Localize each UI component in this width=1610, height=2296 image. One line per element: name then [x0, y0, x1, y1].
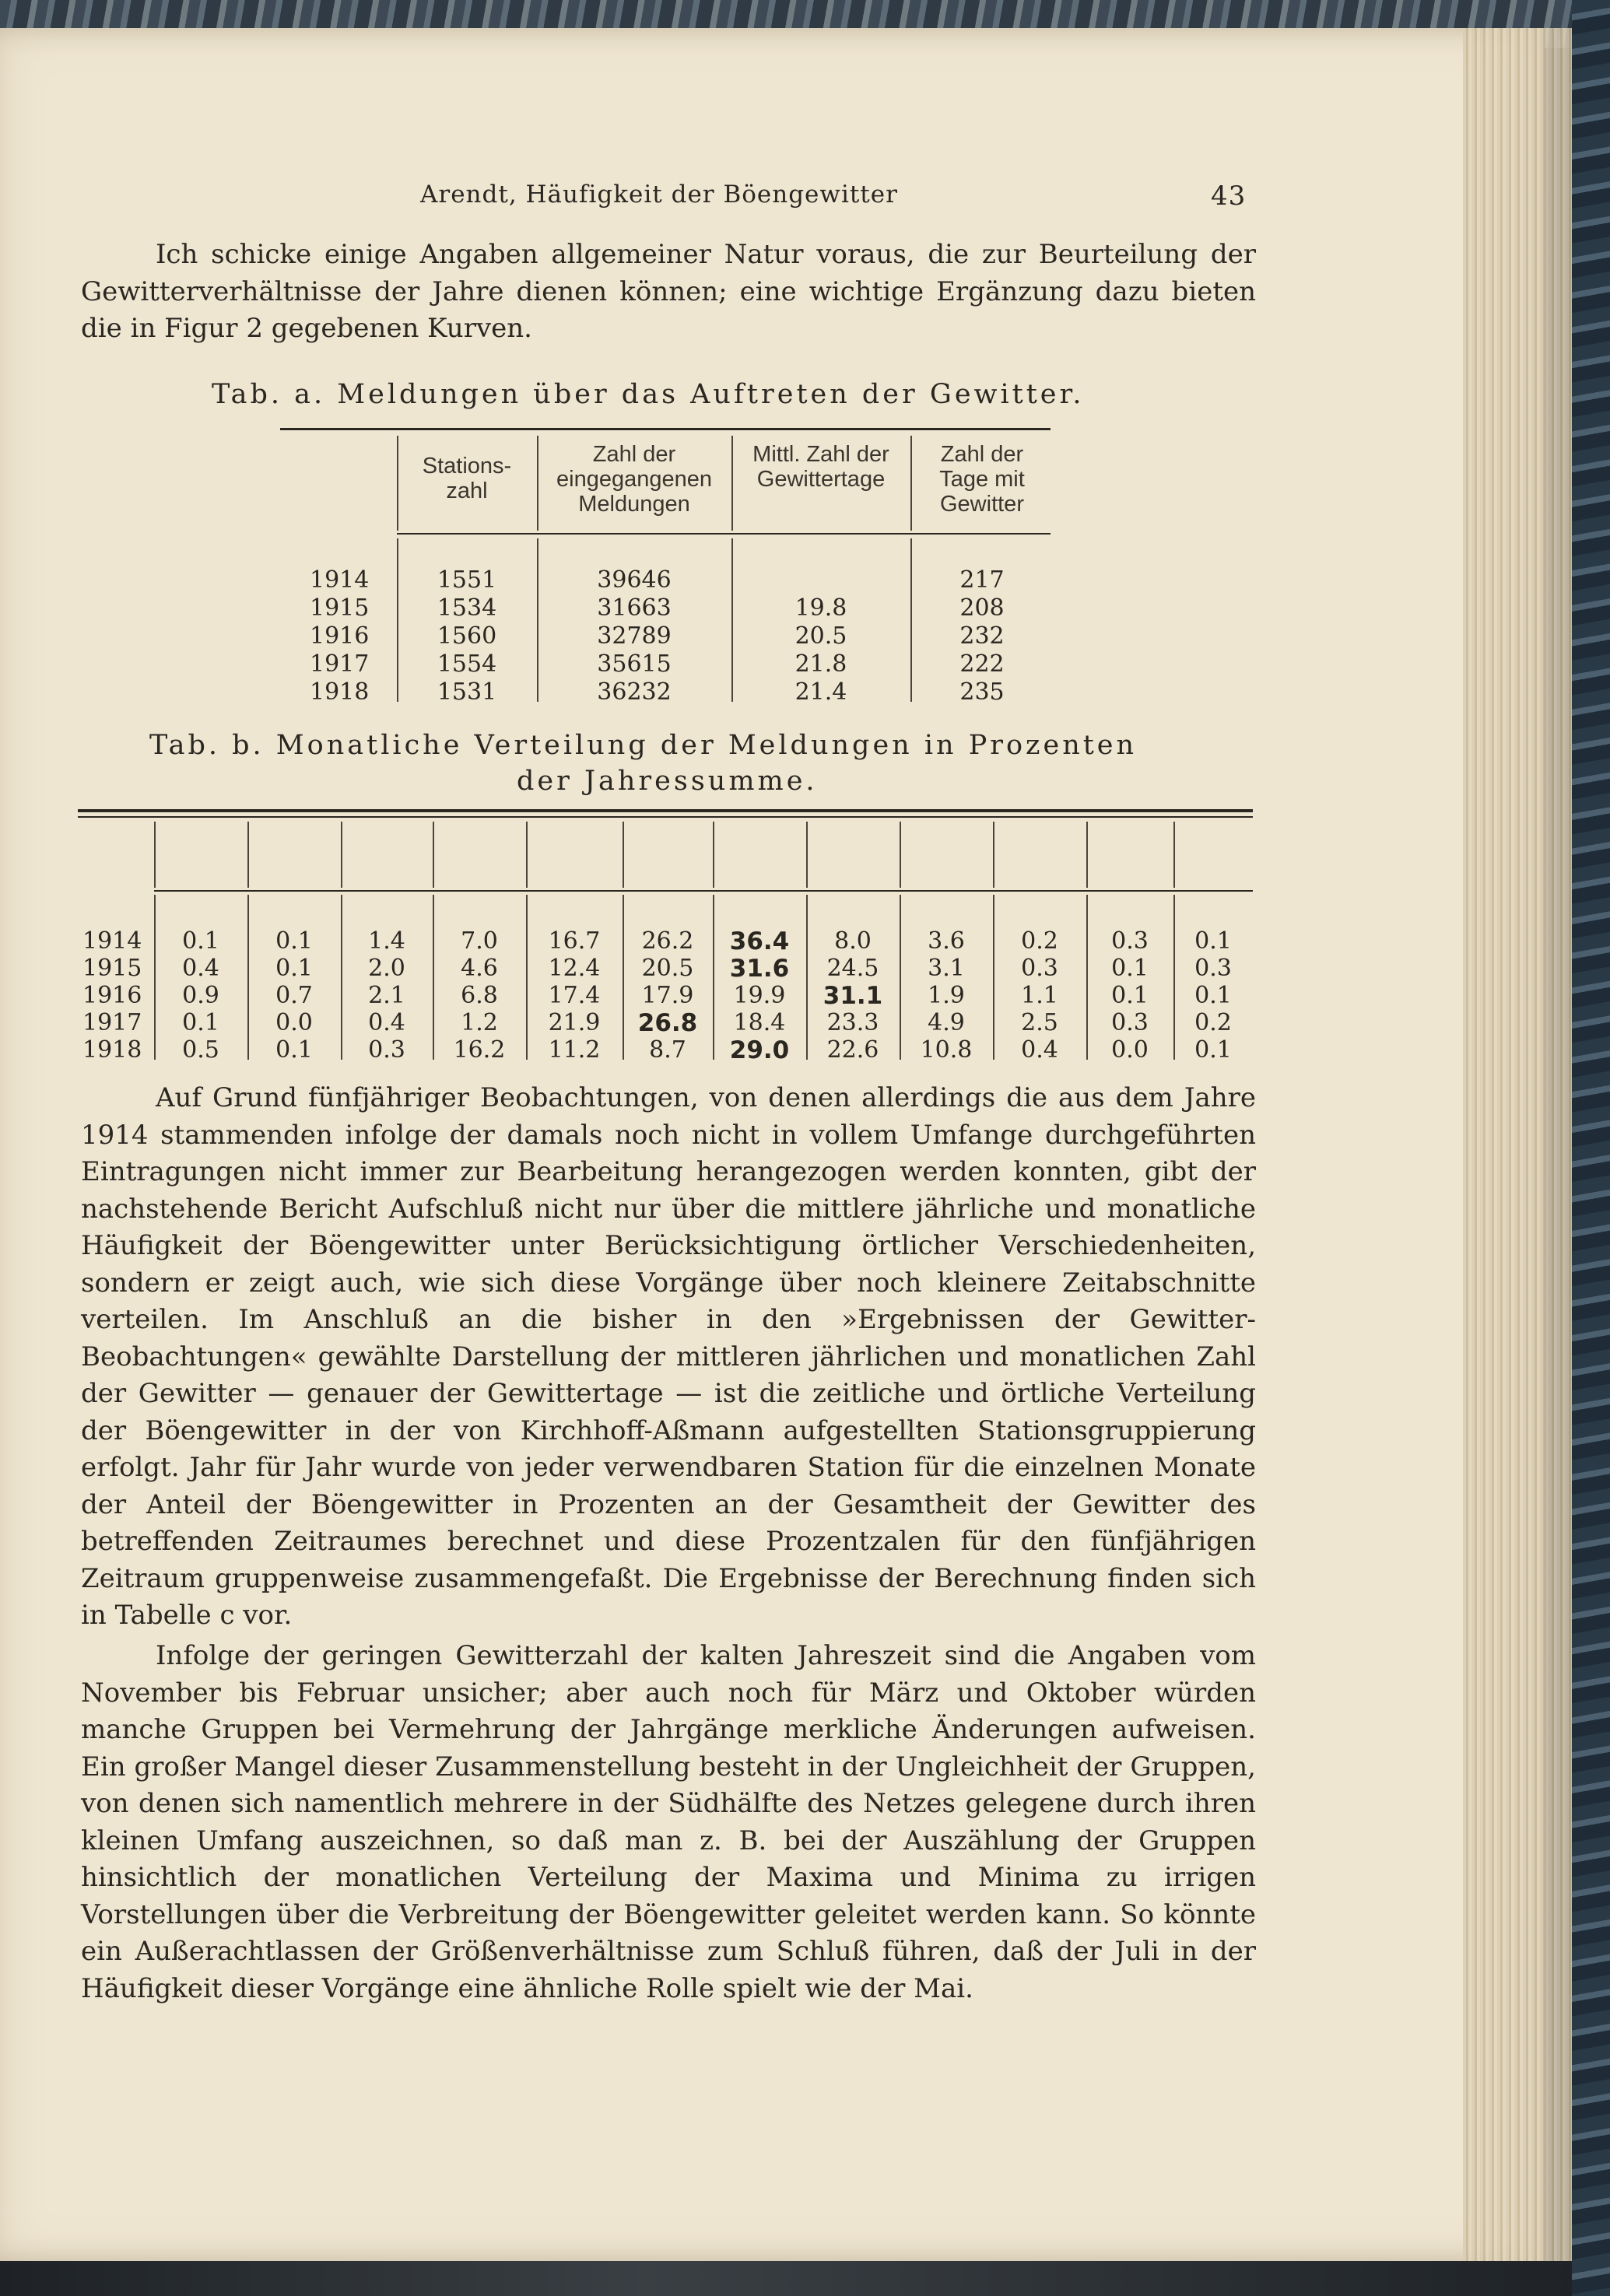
table-b-year: 1915	[82, 955, 142, 982]
table-a-year: 1914	[310, 566, 370, 594]
table-a-cell: 1531	[437, 678, 497, 706]
table-a-cell: 1560	[437, 622, 497, 650]
table-b-cell: 0.3	[368, 1036, 405, 1064]
table-b-col-divider	[1173, 822, 1175, 888]
table-b-cell: 0.3	[1194, 955, 1232, 982]
table-b-cell: 2.5	[1021, 1009, 1058, 1036]
table-b-cell: 0.0	[275, 1009, 313, 1036]
table-a-col-divider	[731, 436, 733, 531]
table-b-cell: 8.7	[649, 1036, 686, 1064]
table-b-col-divider	[1086, 822, 1088, 888]
table-a-header-2: Zahl der eingegangenen Meldungen	[556, 442, 712, 517]
table-a-col-divider	[397, 436, 398, 531]
table-a-year: 1917	[310, 650, 370, 678]
table-a-header-4: Zahl der Tage mit Gewitter	[939, 442, 1025, 517]
table-b-cell: 0.1	[275, 927, 313, 955]
page-edges	[1463, 28, 1572, 2261]
table-a-cell: 21.4	[794, 678, 847, 706]
table-a-cell: 35615	[597, 650, 672, 678]
table-a-header-rule	[397, 533, 1051, 535]
table-b-cell: 0.1	[1111, 982, 1149, 1009]
table-b-year: 1918	[82, 1036, 142, 1064]
table-a-cell: 1551	[437, 566, 497, 594]
table-b-cell: 1.4	[368, 927, 405, 955]
table-a-cell: 222	[959, 650, 1005, 678]
table-b-year: 1914	[82, 927, 142, 955]
table-a-cell: 1554	[437, 650, 497, 678]
intro-paragraph: Ich schicke einige Angaben allgemeiner Natur voraus, die zur Beurteilung der Gewitterverhältnisse der Jahre dienen können; eine wichtige Ergänzung dazu bieten die in Figur 2 gegebenen Kurven.	[81, 239, 1256, 344]
table-b-cell: 0.3	[1111, 927, 1149, 955]
table-a-header-3: Mittl. Zahl der Gewittertage	[752, 442, 889, 492]
book-cover-spine	[1572, 0, 1610, 2296]
table-b-cell: 7.0	[461, 927, 498, 955]
table-b-cell: 0.1	[1194, 927, 1232, 955]
table-b-cell: 0.4	[368, 1009, 405, 1036]
table-a-col-divider	[731, 538, 733, 702]
table-b-cell: 0.1	[275, 1036, 313, 1064]
table-b-col-divider	[341, 822, 342, 888]
table-a-cell: 208	[959, 594, 1005, 622]
table-b-cell-highlight: 36.4	[729, 927, 790, 955]
table-b-cell: 22.6	[826, 1036, 879, 1064]
table-b-cell: 6.8	[461, 982, 498, 1009]
table-b-cell: 17.4	[548, 982, 601, 1009]
table-b-top-rule	[78, 809, 1253, 812]
table-b-col-divider	[623, 822, 624, 888]
table-b-cell: 17.9	[641, 982, 694, 1009]
table-a-top-rule	[280, 428, 1051, 430]
table-a-cell: 36232	[597, 678, 672, 706]
body-paragraph-1: Auf Grund fünfjähriger Beobachtungen, von denen allerdings die aus dem Jahre 1914 stammenden infolge der damals noch nicht in vollem Umfange durchgeführten Eintragungen nicht immer zur Bearbeitung herangezogen werden konnten, gibt der nachstehende Bericht Aufschluß nicht nur über die mittlere jährliche und monatliche Häufigkeit der Böengewitter unter Berücksichtigung örtlicher Verschiedenheiten, sondern er zeigt auch, wie sich diese Vorgänge über noch kleinere Zeitabschnitte verteilen. Im Anschluß an die bisher in den »Ergebnissen der Gewitter-Beobachtungen« gewählte Darstellung der mittleren jährlichen und monatlichen Zahl der Gewitter — genauer der Gewittertage — ist die zeitliche und örtliche Verteilung der Böengewitter in der von Kirchhoff-Aßmann aufgestellten Stationsgruppierung erfolgt. Jahr für Jahr wurde von jeder verwendbaren Station für die einzelnen Monate der Anteil der Böengewitter in Prozenten an der Gesamtheit der Gewitter des betreffenden Zeitraumes berechnet und diese Prozentzalen für den fünfjährigen Zeitraum gruppenweise zusammengefaßt. Die Ergebnisse der Berechnung finden sich in Tabelle c vor.	[81, 1082, 1256, 1631]
table-b-cell: 2.1	[368, 982, 405, 1009]
table-b-cell: 24.5	[826, 955, 879, 982]
table-b-cell: 4.6	[461, 955, 498, 982]
table-b-cell: 0.1	[1194, 982, 1232, 1009]
table-b-top-rule-thin	[78, 816, 1253, 818]
table-b-cell: 3.1	[928, 955, 965, 982]
table-b-cell: 23.3	[826, 1009, 879, 1036]
body-paragraph-2: Infolge der geringen Gewitterzahl der kalten Jahreszeit sind die Angaben vom November bis Februar unsicher; aber auch noch für März und Oktober würden manche Gruppen bei Vermehrung der Jahrgänge merkliche Änderungen aufweisen. Ein großer Mangel dieser Zusammenstellung besteht in der Ungleichheit der Gruppen, von denen sich namentlich mehrere in der Südhälfte des Netzes gelegene durch ihren kleinen Umfang auszeichnen, so daß man z. B. bei der Auszählung der Gruppen hinsichtlich der monatlichen Verteilung der Maxima und Minima zu irrigen Vorstellungen über die Verbreitung der Böengewitter geleitet werden kann. So könnte ein Außerachtlassen der Größenverhältnisse zum Schluß führen, daß der Juli in der Häufigkeit dieser Vorgänge eine ähnliche Rolle spielt wie der Mai.	[81, 1640, 1256, 2004]
table-a-year: 1915	[310, 594, 370, 622]
table-b-cell: 20.5	[641, 955, 694, 982]
table-a-year: 1916	[310, 622, 370, 650]
table-a-cell: 39646	[597, 566, 672, 594]
table-b-cell: 21.9	[548, 1009, 601, 1036]
table-b-cell: 0.0	[1111, 1036, 1149, 1064]
table-a-year: 1918	[310, 678, 370, 706]
table-b-caption-line1: Tab. b. Monatliche Verteilung der Meldungen in Prozenten	[149, 730, 1138, 761]
table-b-cell: 0.1	[182, 927, 219, 955]
table-b-cell: 18.4	[733, 1009, 786, 1036]
table-b-cell: 0.2	[1194, 1009, 1232, 1036]
table-a-col-divider	[397, 538, 398, 702]
table-b-cell: 0.4	[1021, 1036, 1058, 1064]
table-b-caption-line2: der Jahressumme.	[517, 766, 818, 797]
table-b-cell-highlight: 29.0	[729, 1036, 790, 1064]
table-a-col-divider	[537, 538, 538, 702]
table-a-col-divider	[910, 538, 912, 702]
page-number: 43	[1211, 181, 1247, 212]
table-a-cell: 19.8	[794, 594, 847, 622]
running-title: Arendt, Häufigkeit der Böengewitter	[420, 181, 898, 209]
table-a-col-divider	[537, 436, 538, 531]
table-b-cell: 0.3	[1021, 955, 1058, 982]
table-b-col-divider	[806, 822, 808, 888]
table-b-cell: 0.7	[275, 982, 313, 1009]
table-b-col-divider	[433, 822, 434, 888]
table-b-cell: 4.9	[928, 1009, 965, 1036]
table-b-year: 1917	[82, 1009, 142, 1036]
table-b-cell: 1.2	[461, 1009, 498, 1036]
table-a-cell: 217	[959, 566, 1005, 594]
table-b-cell: 0.4	[182, 955, 219, 982]
table-b-col-divider	[526, 822, 528, 888]
table-b-cell: 0.1	[1194, 1036, 1232, 1064]
table-b-cell: 0.3	[1111, 1009, 1149, 1036]
table-b-col-divider	[154, 822, 156, 888]
table-b-cell-highlight: 26.8	[637, 1009, 698, 1037]
table-a-cell: 232	[959, 622, 1005, 650]
table-b-cell-highlight: 31.1	[823, 982, 883, 1010]
table-b-cell: 19.9	[733, 982, 786, 1009]
table-b-cell: 16.2	[453, 1036, 506, 1064]
table-b-cell: 0.2	[1021, 927, 1058, 955]
table-b-header-rule	[154, 890, 1253, 892]
table-b-cell: 8.0	[834, 927, 872, 955]
table-b-cell: 12.4	[548, 955, 601, 982]
table-b-col-divider	[247, 822, 249, 888]
table-a-cell: 31663	[597, 594, 672, 622]
table-a-cell: 235	[959, 678, 1005, 706]
table-a-caption: Tab. a. Meldungen über das Auftreten der Gewitter.	[212, 379, 1085, 410]
table-b-cell: 0.5	[182, 1036, 219, 1064]
table-b-cell: 0.9	[182, 982, 219, 1009]
table-b-col-divider	[713, 822, 714, 888]
table-a-col-divider	[910, 436, 912, 531]
table-b-cell: 10.8	[920, 1036, 973, 1064]
table-b-cell: 0.1	[1111, 955, 1149, 982]
table-b-cell: 1.1	[1021, 982, 1058, 1009]
table-a-cell: 20.5	[794, 622, 847, 650]
table-b-cell: 1.9	[928, 982, 965, 1009]
table-a-cell: 1534	[437, 594, 497, 622]
table-b-cell: 0.1	[275, 955, 313, 982]
table-b-year: 1916	[82, 982, 142, 1009]
table-b-cell: 2.0	[368, 955, 405, 982]
table-b-cell: 16.7	[548, 927, 601, 955]
table-a-cell: 32789	[597, 622, 672, 650]
table-b-cell: 0.1	[182, 1009, 219, 1036]
table-b-cell: 3.6	[928, 927, 965, 955]
table-b-cell-highlight: 31.6	[729, 955, 790, 983]
running-header	[0, 181, 1261, 212]
table-b-cell: 11.2	[548, 1036, 601, 1064]
table-b-cell: 26.2	[641, 927, 694, 955]
table-b-col-divider	[900, 822, 901, 888]
table-a-header-1: Stations- zahl	[422, 454, 512, 503]
table-a-cell: 21.8	[794, 650, 847, 678]
table-b-col-divider	[993, 822, 994, 888]
